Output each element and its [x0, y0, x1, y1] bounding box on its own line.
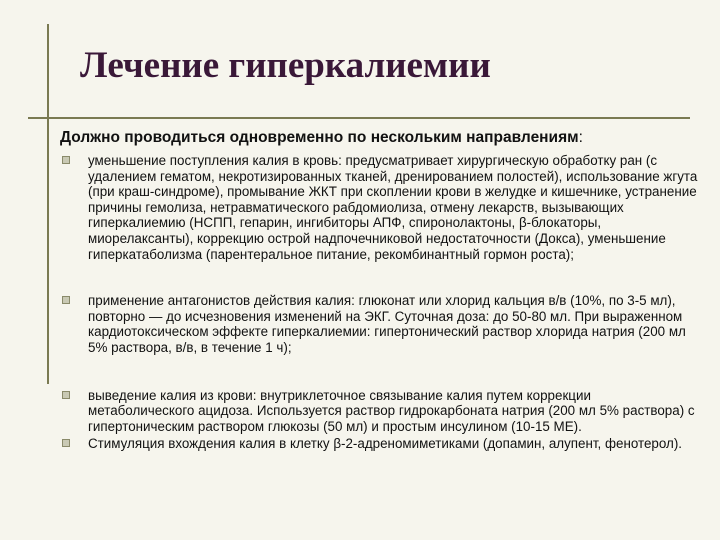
list-item-text: уменьшение поступления калия в кровь: предусматривает хирургическую обработку ран (с удалением гематом, некротизированных тканей, дренированием полостей), использование жгута (при краш-синдроме), промывание ЖКТ при скоплении крови в желудке и кишечнике, устранение причины гемолиза, нетравматического рабдомиолиза, отмену лекарств, вызывающих гиперкалиемию (НСПП, гепарин, ингибиторы АПФ, спиронолактоны, β-блокаторы, миорелаксанты), коррекцию острой надпочечниковой недостаточности (Докса), уменьшение гиперкатаболизма (парентеральное питание, рекомбинантный гормон роста); [88, 153, 698, 262]
square-bullet-icon [62, 296, 70, 304]
lead-text [60, 128, 700, 147]
square-bullet-icon [62, 439, 70, 447]
list-item-text: Стимуляция вхождения калия в клетку β-2-адреномиметиками (допамин, алупент, фенотерол). [88, 436, 683, 452]
slide-title: Лечение гиперкалиемии [80, 45, 491, 86]
square-bullet-icon [62, 391, 70, 399]
square-bullet-icon [62, 156, 70, 164]
bullet-list [60, 153, 700, 452]
list-item-text: применение антагонистов действия калия: глюконат или хлорид кальция в/в (10%, по 3-5 мл), повторно — до исчезновения изменений на ЭКГ. Суточная доза: до 50-80 мл. При выраженном кардиотоксическом эффекте гиперкалиемии: гипертонический раствор хлорида натрия (200 мл 5% раствора, в/в, в течение 1 ч); [88, 293, 686, 355]
list-item [60, 153, 700, 262]
list-item [60, 436, 700, 452]
decorative-vertical-line [47, 24, 49, 384]
lead-colon: : [578, 129, 583, 146]
decorative-horizontal-line [28, 117, 690, 119]
list-item-text: выведение калия из крови: внутриклеточное связывание калия путем коррекции метаболического ацидоза. Используется раствор гидрокарбоната натрия (200 мл 5% раствора) с гипертоническим раствором глюкозы (50 мл) и простым инсулином (10-15 МЕ). [88, 387, 695, 434]
list-item [60, 388, 700, 435]
slide-content [60, 128, 700, 452]
list-item [60, 293, 700, 355]
lead-label: Должно проводиться одновременно по нескольким направлениям [60, 129, 579, 146]
